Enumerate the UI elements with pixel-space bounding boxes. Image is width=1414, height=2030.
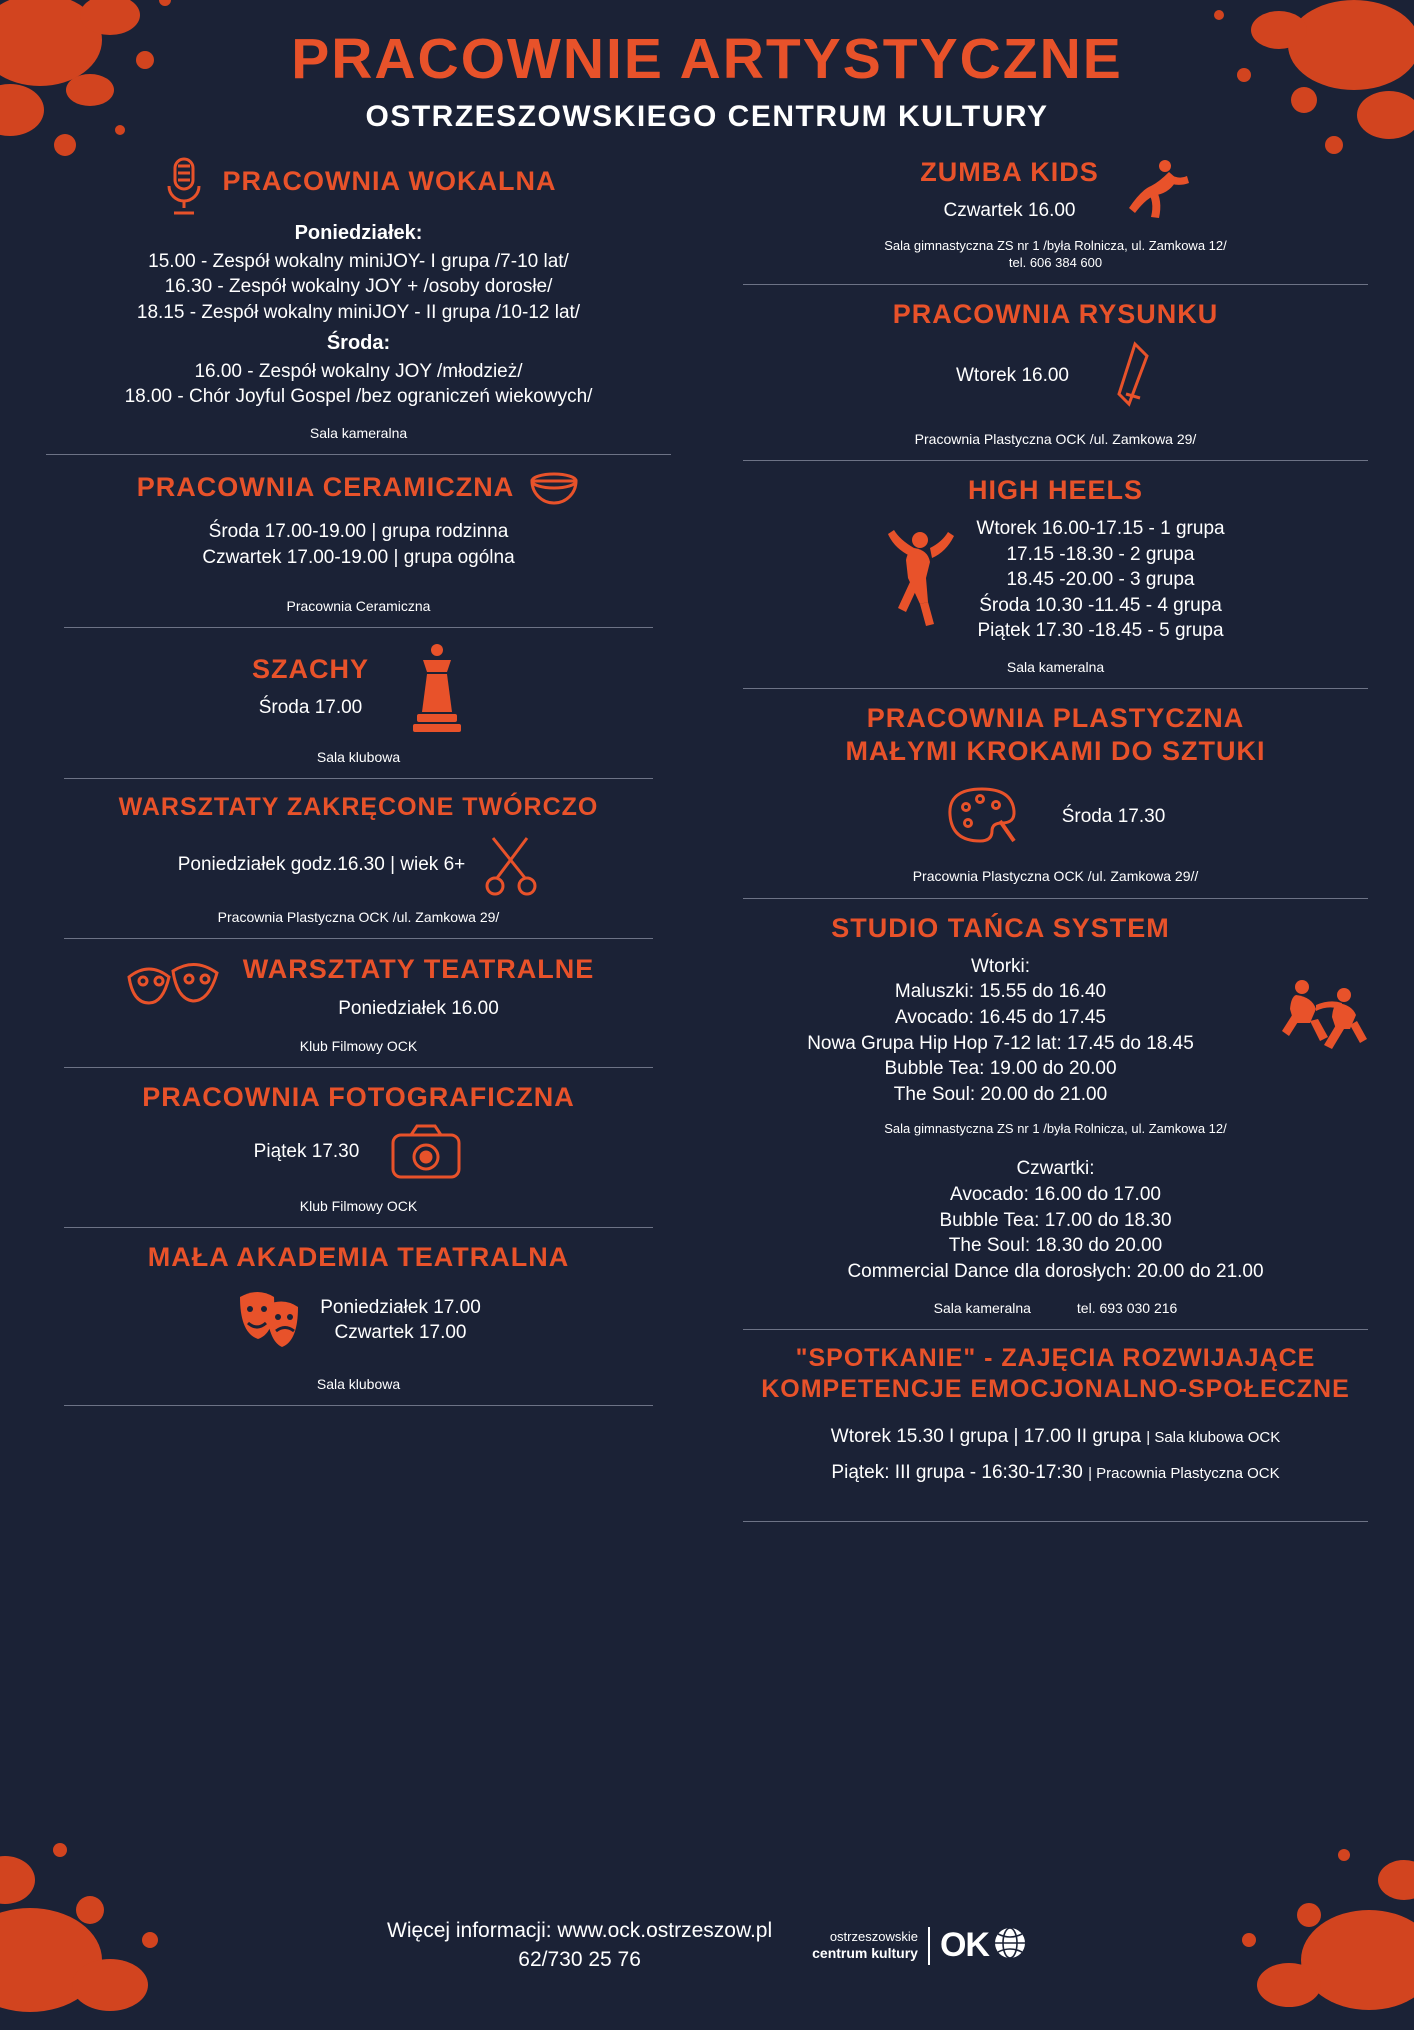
schedule-line: 16.30 - Zespół wokalny JOY + /osoby dorosłe/: [164, 276, 553, 298]
schedule-line: Nowa Grupa Hip Hop 7-12 lat: 17.45 do 18.45: [807, 1032, 1194, 1054]
schedule-line: 17.15 -18.30 - 2 grupa: [1006, 543, 1195, 565]
schedule-line: 15.00 - Zespół wokalny miniJOY- I grupa /7-10 lat/: [148, 250, 569, 272]
venue-label: Sala gimnastyczna ZS nr 1 /była Rolnicza, ul. Zamkowa 12/: [884, 1121, 1227, 1137]
schedule-line: 18.00 - Chór Joyful Gospel /bez ograniczeń wiekowych/: [124, 386, 593, 408]
section-warsztaty-teatralne: [46, 953, 671, 1068]
venue-label: Sala kameralna: [1006, 659, 1105, 676]
schedule-line: Maluszki: 15.55 do 16.40: [894, 981, 1107, 1003]
footer-phone: 62/730 25 76: [518, 1947, 641, 1971]
section-lines: [976, 516, 1224, 644]
schedule-line: Wtorek 15.30 I grupa | 17.00 II grupa: [830, 1426, 1141, 1448]
section-lines: [252, 695, 369, 721]
divider: [64, 938, 653, 939]
scissors-icon: [483, 832, 539, 898]
divider: [743, 898, 1368, 899]
section-lines: [956, 363, 1069, 389]
section-high-heels: [743, 475, 1368, 689]
venue-label: Klub Filmowy OCK: [299, 1198, 418, 1215]
schedule-line: Piątek: III grupa - 16:30-17:30: [831, 1462, 1083, 1484]
venue-label: Pracownia Plastyczna OCK: [1096, 1465, 1280, 1483]
section-zumba-kids: [743, 156, 1368, 285]
divider: [743, 460, 1368, 461]
schedule-line: Wtorek 16.00-17.15 - 1 grupa: [976, 517, 1225, 539]
section-pracownia-rysunku: [743, 299, 1368, 461]
section-title: HIGH HEELS: [967, 474, 1144, 505]
section-title: PRACOWNIA FOTOGRAFICZNA: [142, 1082, 575, 1113]
footer-website[interactable]: Więcej informacji: www.ock.ostrzeszow.pl: [387, 1919, 773, 1943]
section-title: PRACOWNIA WOKALNA: [222, 165, 557, 196]
chess-queen-icon: [409, 642, 465, 734]
section-lines: [920, 198, 1099, 224]
section-lines: [320, 1295, 481, 1346]
content-columns: [0, 134, 1414, 1537]
venue-phone: tel. 693 030 216: [1076, 1299, 1178, 1316]
venue-row: [743, 1299, 1368, 1317]
venue-label: Klub Filmowy OCK: [299, 1037, 418, 1054]
microphone-icon: [161, 156, 207, 216]
divider: [64, 627, 653, 628]
section-pracownia-fotograficzna: [46, 1082, 671, 1228]
section-pracownia-wokalna: [46, 156, 671, 455]
divider: [743, 284, 1368, 285]
day-label: Czwartki:: [1016, 1158, 1095, 1180]
section-pracownia-plastyczna: [743, 703, 1368, 898]
section-subtitle: KOMPETENCJE EMOCJONALNO-SPOŁECZNE: [761, 1374, 1350, 1403]
section-lines: [1062, 804, 1166, 830]
poster-header: [0, 0, 1414, 134]
section-title: PRACOWNIA RYSUNKU: [892, 298, 1219, 329]
section-title: STUDIO TAŃCA SYSTEM: [831, 912, 1170, 943]
venue-label: Sala gimnastyczna ZS nr 1 /była Rolnicza, ul. Zamkowa 12/: [884, 237, 1227, 253]
divider: [64, 778, 653, 779]
section-title: ZUMBA KIDS: [920, 156, 1099, 187]
dance-couple-icon: [1276, 975, 1368, 1055]
paint-splat-bottom-right: [1194, 1810, 1414, 2020]
schedule-line: Poniedziałek 16.00: [338, 997, 499, 1019]
venue-label: Sala klubowa: [316, 1376, 401, 1393]
section-title: "SPOTKANIE" - ZAJĘCIA ROZWIJAJĄCE: [795, 1343, 1316, 1372]
divider: [743, 1329, 1368, 1330]
venue-label: Sala kameralna: [933, 1299, 1031, 1316]
schedule-line: Czwartek 17.00: [334, 1322, 467, 1344]
venue-label: Pracownia Plastyczna OCK /ul. Zamkowa 29//: [912, 868, 1199, 885]
section-mala-akademia-teatralna: [46, 1242, 671, 1406]
section-pracownia-ceramiczna: [46, 469, 671, 627]
schedule-line: Piątek 17.30: [253, 1141, 360, 1163]
schedule-line: Avocado: 16.00 do 17.00: [950, 1184, 1161, 1205]
section-title: PRACOWNIA PLASTYCZNA: [866, 703, 1245, 734]
section-lines: [178, 852, 466, 878]
logo-line-1: ostrzeszowskie: [829, 1928, 918, 1944]
high-heels-dancer-icon: [886, 524, 958, 636]
dancer-icon: [1125, 156, 1191, 224]
section-title: SZACHY: [251, 654, 369, 685]
section-spotkanie: [743, 1344, 1368, 1523]
schedule-line: Środa 17.00: [258, 697, 363, 719]
section-title: WARSZTATY TEATRALNE: [242, 954, 595, 985]
section-title: WARSZTATY ZAKRĘCONE TWÓRCZO: [118, 792, 599, 821]
schedule-line: Poniedziałek 17.00: [320, 1296, 481, 1318]
schedule-line: Poniedziałek godz.16.30 | wiek 6+: [177, 853, 466, 875]
section-lines: [243, 996, 594, 1022]
section-lines: [46, 220, 671, 410]
divider: [64, 1405, 653, 1406]
section-lines: [46, 519, 671, 570]
logo-ok-text: OK: [939, 1926, 989, 1965]
carnival-masks-icon: [123, 953, 223, 1023]
page-subtitle: OSTRZESZOWSKIEGO CENTRUM KULTURY: [365, 99, 1049, 133]
day-label: Poniedziałek:: [294, 221, 423, 244]
page-title: PRACOWNIE ARTYSTYCZNE: [291, 27, 1123, 91]
section-warsztaty-zakrecone-tworczo: [46, 793, 671, 939]
day-label: Wtorki:: [970, 955, 1031, 977]
divider: [743, 688, 1368, 689]
section-szachy: [46, 642, 671, 779]
right-column: [707, 156, 1368, 1537]
footer-contact: [387, 1917, 772, 1974]
schedule-line: Czwartek 17.00-19.00 | grupa ogólna: [202, 546, 515, 568]
venue-label: Sala kameralna: [309, 425, 408, 442]
camera-icon: [389, 1123, 463, 1181]
divider: [64, 1067, 653, 1068]
schedule-line: 18.15 - Zespół wokalny miniJOY - II grupa /10-12 lat/: [136, 302, 581, 324]
paint-splat-bottom-left: [0, 1800, 240, 2030]
schedule-row: Piątek: III grupa - 16:30-17:30 | Pracownia Plastyczna OCK: [831, 1462, 1280, 1484]
section-subtitle: MAŁYMI KROKAMI DO SZTUKI: [845, 736, 1266, 767]
schedule-line: 18.45 -20.00 - 3 grupa: [1006, 569, 1195, 591]
divider: [64, 1227, 653, 1228]
section-lines: [254, 1139, 360, 1165]
schedule-line: The Soul: 18.30 do 20.00: [948, 1235, 1163, 1257]
schedule-line: Commercial Dance dla dorosłych: 20.00 do 21.00: [847, 1260, 1264, 1282]
venue-label: Sala klubowa OCK: [1154, 1429, 1281, 1447]
ock-logo: [812, 1926, 1027, 1965]
venue-label: Pracownia Plastyczna OCK /ul. Zamkowa 29/: [914, 430, 1197, 447]
theatre-masks-icon: [236, 1283, 300, 1357]
section-lines-2: [743, 1156, 1368, 1284]
divider: [46, 454, 671, 455]
schedule-line: Środa 17.30: [1061, 805, 1166, 827]
logo-globe-icon: [993, 1926, 1027, 1965]
logo-divider: [928, 1927, 930, 1965]
schedule-line: Avocado: 16.45 do 17.45: [895, 1006, 1106, 1028]
section-lines: [743, 1419, 1368, 1491]
left-column: [46, 156, 707, 1537]
section-title: MAŁA AKADEMIA TEATRALNA: [147, 1242, 570, 1273]
schedule-line: Bubble Tea: 17.00 do 18.30: [939, 1209, 1172, 1231]
schedule-line: Środa 10.30 -11.45 - 4 grupa: [979, 594, 1222, 616]
day-label: Środa:: [326, 331, 391, 354]
schedule-line: Wtorek 16.00: [956, 364, 1069, 386]
schedule-line: 16.00 - Zespół wokalny JOY /młodzież/: [194, 360, 523, 382]
schedule-line: Piątek 17.30 -18.45 - 5 grupa: [977, 620, 1224, 642]
divider: [743, 1521, 1368, 1522]
schedule-line: Bubble Tea: 19.00 do 20.00: [884, 1058, 1117, 1080]
section-studio-tanca-system: [743, 913, 1368, 1330]
venue-label: Pracownia Ceramiczna: [286, 597, 431, 614]
schedule-line: Czwartek 16.00: [943, 199, 1076, 221]
schedule-row: Wtorek 15.30 I grupa | 17.00 II grupa | Sala klubowa OCK: [830, 1426, 1281, 1448]
pencil-icon: [1115, 340, 1155, 412]
bowl-icon: [528, 469, 580, 505]
schedule-line: Środa 17.00-19.00 | grupa rodzinna: [208, 521, 509, 543]
section-lines: [743, 954, 1258, 1108]
venue-label: Sala klubowa: [316, 748, 401, 765]
section-title: PRACOWNIA CERAMICZNA: [136, 471, 515, 502]
palette-icon: [946, 785, 1022, 847]
poster-footer: [0, 1917, 1414, 1974]
logo-line-2: centrum kultury: [812, 1945, 918, 1962]
venue-phone: tel. 606 384 600: [1008, 254, 1103, 270]
venue-label: Pracownia Plastyczna OCK /ul. Zamkowa 29/: [217, 908, 500, 925]
schedule-line: The Soul: 20.00 do 21.00: [893, 1083, 1108, 1105]
